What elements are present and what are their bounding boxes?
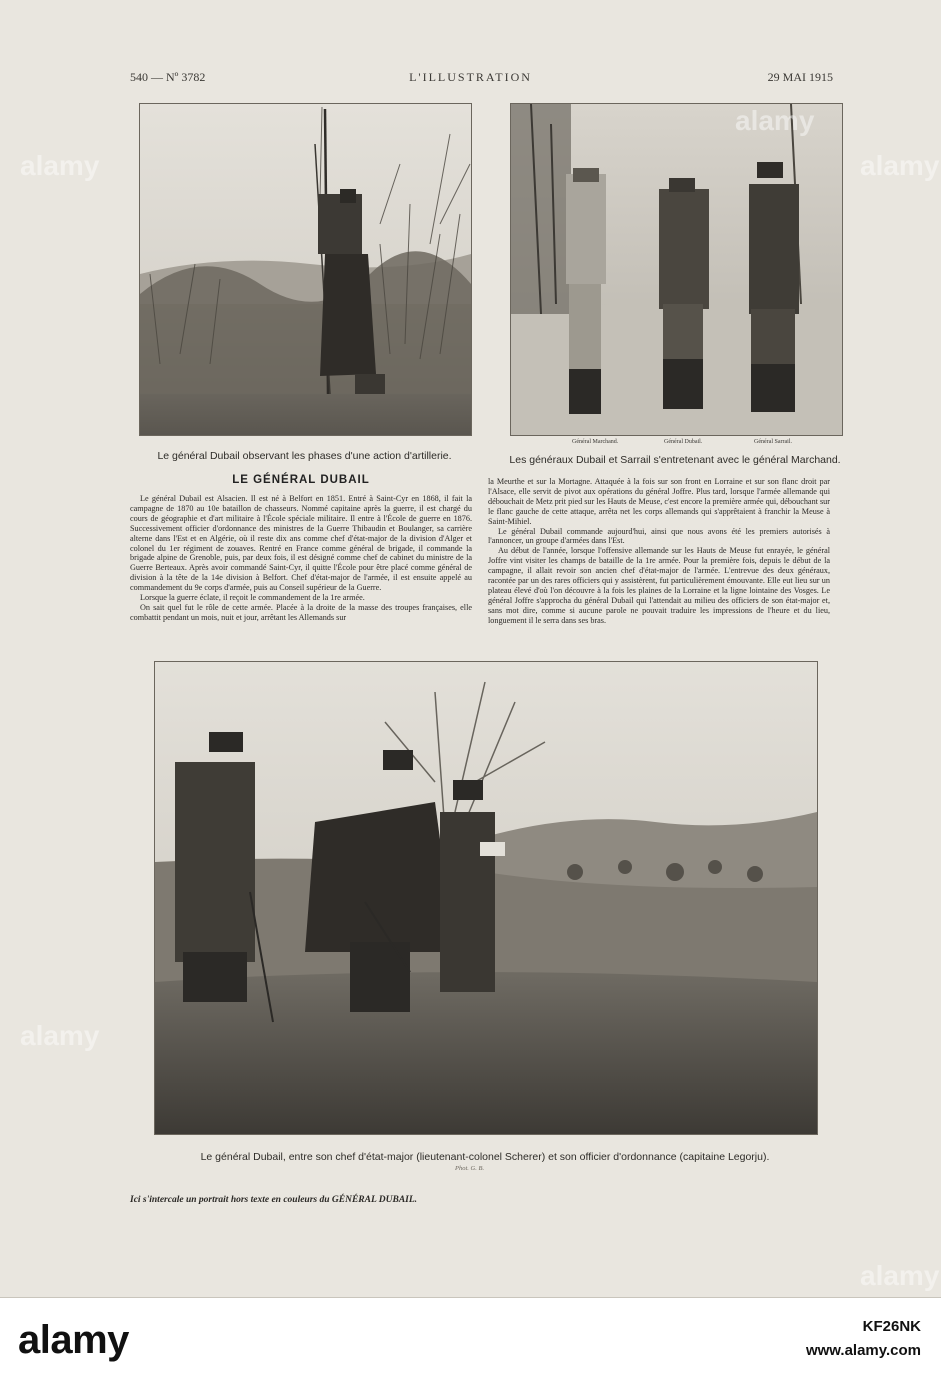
watermark: alamy — [735, 105, 815, 136]
caption-top-left: Le général Dubail observant les phases d'une action d'artillerie. — [157, 450, 452, 462]
insert-note: Ici s'intercale un portrait hors texte en couleurs du GÉNÉRAL DUBAIL. — [130, 1195, 418, 1205]
photo-credit: Phot. G. B. — [455, 1165, 485, 1172]
photo-three-generals — [510, 103, 843, 436]
stock-image-id: KF26NK — [862, 1318, 921, 1335]
photo-dubail-observing — [139, 103, 472, 436]
article-column-right — [488, 477, 830, 626]
watermark: alamy — [860, 1260, 940, 1291]
photo-dubail-with-staff — [154, 661, 818, 1135]
masthead: L'ILLUSTRATION — [409, 70, 532, 84]
article-title: LE GÉNÉRAL DUBAIL — [232, 474, 370, 486]
article-paragraph: Lorsque la guerre éclate, il reçoit le commandement de la 1re armée. — [140, 593, 365, 603]
page-number: 540 — Nº 3782 — [130, 70, 206, 84]
stock-footer — [0, 1298, 941, 1390]
label-marchand: Général Marchand. — [572, 439, 619, 445]
caption-bottom: Le général Dubail, entre son chef d'état-major (lieutenant-colonel Scherer) et son officier d'ordonnance (capitaine Legorju). — [200, 1151, 770, 1163]
issue-date: 29 MAI 1915 — [767, 70, 833, 84]
article-paragraph: Le général Dubail est Alsacien. Il est né à Belfort en 1851. Entré à Saint-Cyr en 1868, il fait la campagne de 1870 au 10e bataillon de chasseurs. Nommé capitaine après la guerre, il est chargé du cours de géographie et d'art militaire à l'École spéciale militaire. Il entre à l'École de guerre en 1876. Successivement officier d'ordonnance des ministres de la Guerre Thibaudin et Boulanger, sa carrière alterne dans l'Est et en Algérie, où il reste dix ans comme chef d'état-major de la division d'Alger et colonel du 1er régiment de zouaves. Rentré en France comme général de brigade, il commande la brigade alpine de Grenoble, puis, par deux fois, il est désigné comme chef de cabinet du ministre de la Guerre Berteaux. Après avoir commandé Saint-Cyr, il quitte l'École pour être placé comme général de division à la tête de la 14e division à Belfort. Chef d'état-major de l'armée, il est ensuite appelé au commandement du 9e corps d'armée, puis au Conseil supérieur de la Guerre. — [130, 494, 472, 593]
article-paragraph: Le général Dubail commande aujourd'hui, ainsi que nous avons été les premiers autorisés à l'annoncer, un groupe d'armées dans l'Est. — [488, 526, 830, 546]
watermark: alamy — [20, 150, 100, 181]
stock-logo: alamy — [18, 1318, 129, 1362]
watermark: alamy — [860, 150, 940, 181]
stock-url: www.alamy.com — [805, 1342, 921, 1359]
watermark: alamy — [20, 1020, 100, 1051]
article-paragraph: On sait quel fut le rôle de cette armée. Placée à la droite de la masse des troupes françaises, elle combattit pendant un mois, nuit et jour, arrêtant les Allemands sur — [130, 602, 472, 622]
label-dubail: Général Dubail. — [664, 439, 703, 445]
caption-top-right: Les généraux Dubail et Sarrail s'entretenant avec le général Marchand. — [509, 454, 841, 466]
article-paragraph: Au début de l'année, lorsque l'offensive allemande sur les Hauts de Meuse fut enrayée, le général Joffre vint visiter les champs de bataille de la 1re armée. Pour la première fois, depuis le début de la campagne, il allait revoir son ancien chef d'état-major de l'armée. L'entrevue des deux généraux, racontée par un des rares officiers qui y assistèrent, fut particulièrement émouvante. Elle eut lieu sur un plateau élevé d'où l'on découvre à la fois les plaines de la Lorraine et la ligne lointaine des Vosges. Le général Joffre s'approcha du général Dubail qui l'attendait au milieu des officiers de son état-major et, sans mot dire, comme si aucune parole ne pouvait traduire les impressions de l'heure et du lieu, longuement il le serra dans ses bras. — [488, 546, 830, 625]
article-paragraph: la Meurthe et sur la Mortagne. Attaquée à la fois sur son front en Lorraine et sur son flanc droit par l'Alsace, elle servit de pivot aux opérations du général Joffre. Plus tard, lorsque l'armée allemande qui débouchait de Metz prit pied sur les Hauts de Meuse, c'est encore la première armée qui, débouchant sur le flanc gauche de cette attaque, arrêta net les corps allemands qui s'apprêtaient à franchir la Meuse à Saint-Mihiel. — [488, 477, 830, 526]
article-column-left — [130, 494, 472, 623]
label-sarrail: Général Sarrail. — [754, 439, 792, 445]
